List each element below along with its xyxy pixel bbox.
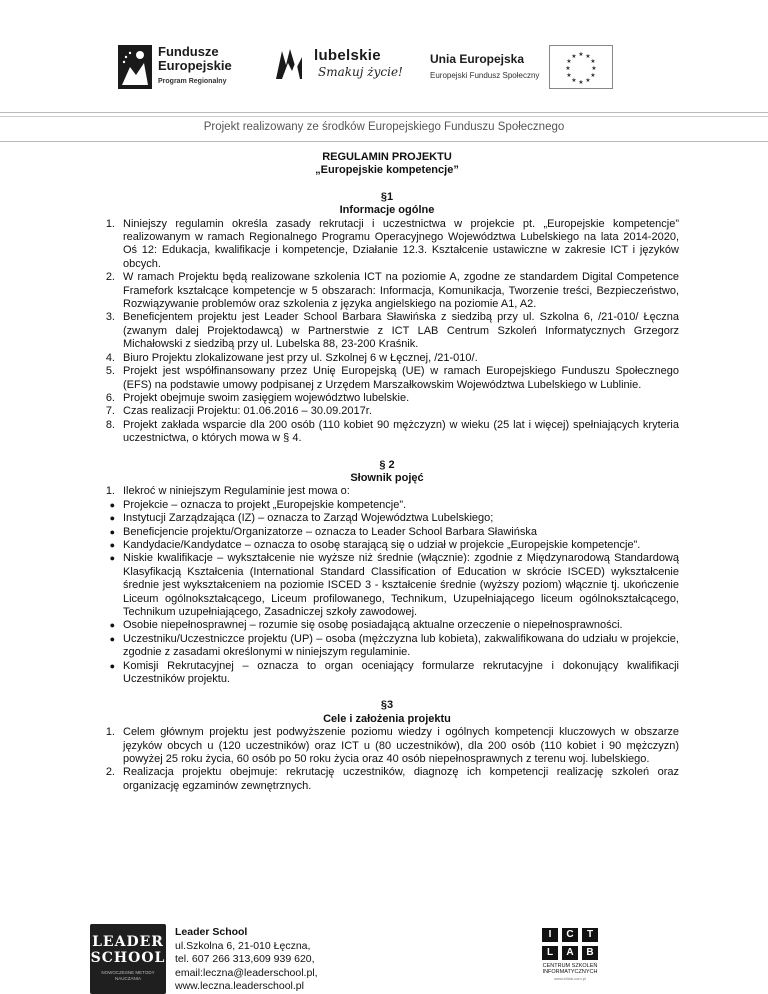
section-2-number: § 2 — [379, 458, 395, 471]
section-1-item-6: Projekt obejmuje swoim zasięgiem województwo lubelskie. — [123, 391, 410, 404]
lubelskie-logo-line2: Smakuj życie! — [318, 65, 403, 79]
contact-email[interactable]: email:leczna@leaderschool.pl, — [175, 966, 318, 979]
svg-text:★: ★ — [565, 65, 572, 72]
bullet-icon — [95, 499, 123, 512]
section-1-title: Informacje ogólne — [339, 204, 435, 217]
bullet-item — [95, 512, 679, 525]
unia-europejska-logo — [430, 45, 613, 89]
list-item: 1. Celem głównym projektu jest podwyższenie poziomu wiedzy i ogólnych kompetencji kluczowych w obszarze języków obcych u (120 uczestników) oraz ICT u (80 uczestników), dla 200 osób (110 kobiet i 90 mężczyzn) powyżej 25 roku życia, 60 osób po 50 roku życia oraz 40 osób niepełnosprawnych z terenu woj. lubelskiego. — [105, 726, 679, 766]
ict-letter: A — [562, 946, 578, 960]
lubelskie-logo-icon — [272, 45, 306, 83]
svg-text:★: ★ — [585, 77, 592, 84]
fundusze-europejskie-logo — [118, 45, 232, 89]
document-body — [95, 151, 679, 793]
section-2-bullet-5: Niskie kwalifikacje – wykształcenie nie wyższe niż średnie (włącznie): zgodnie z Międzynarodową Standardową Klasyfikacją Kształcenia (International Standard Classification of Education w skrócie ISCED) wykształcenie średnie jest wykształceniem na poziomie ISCED 3 - kształcenie średnie (wyższy poziom) włącznie tj. ukończenie Liceum ogólnokształcącego, Liceum profilowanego, Technikum, Uzupełniającego liceum ogólnokształcącego, Technikum uzupełniającego, Zasadniczej szkoły zawodowej. — [123, 552, 679, 618]
fe-logo-line3: Program Regionalny — [158, 78, 227, 85]
header-divider-2 — [0, 116, 768, 117]
section-1-number: §1 — [380, 190, 394, 203]
contact-name: Leader School — [175, 926, 248, 938]
fe-logo-icon — [118, 45, 152, 89]
contact-info — [175, 926, 318, 994]
document-subtitle: „Europejskie kompetencje” — [315, 164, 459, 177]
section-1-item-4: Biuro Projektu zlokalizowane jest przy ul. Szkolnej 6 w Łęcznej, /21-010/. — [123, 351, 478, 364]
bullet-icon — [95, 619, 123, 632]
list-item: 4. Biuro Projektu zlokalizowane jest przy ul. Szkolnej 6 w Łęcznej, /21-010/. — [95, 352, 679, 365]
list-item: 1. Niniejszy regulamin określa zasady rekrutacji i uczestnictwa w projekcie pt. „Europejskie kompetencje” realizowanym w ramach Regionalnego Programu Operacyjnego Województwa Lubelskiego na lata 2014-2020, Oś 12: Edukacja, kwalifikacje i kompetencje, Działanie 12.3. Kształcenie ustawiczne w zakresie ICT i języków obcych. — [105, 217, 679, 270]
list-item: 8. Projekt zakłada wsparcie dla 200 osób (110 kobiet 90 mężczyzn) w wieku (25 lat i więcej) spełniających kryteria uczestnictwa, o których mowa w § 4. — [105, 418, 679, 445]
ict-letter: T — [582, 928, 598, 942]
list-item: 5. Projekt jest współfinansowany przez Unię Europejską (UE) w ramach Europejskiego Funduszu Społecznego (EFS) na podstawie umowy podpisanej z Urzędem Marszałkowskim Województwa Lubelskiego w Lublinie. — [105, 365, 679, 391]
ue-logo-line2: Europejski Fundusz Społeczny — [430, 70, 540, 80]
ict-letter: I — [542, 928, 558, 942]
section-2-title: Słownik pojęć — [350, 471, 424, 484]
svg-text:★: ★ — [578, 51, 585, 58]
list-item: 6. Projekt obejmuje swoim zasięgiem województwo lubelskie. — [95, 392, 679, 405]
svg-text:★: ★ — [590, 72, 597, 79]
section-2-bullet-4: Kandydacie/Kandydatce – oznacza to osobę starającą się o udział w projekcie „Europejskie kompetencje”. — [123, 538, 641, 551]
section-2-bullet-7: Uczestniku/Uczestniczce projektu (UP) – osoba (mężczyzna lub kobieta), zakwalifikowana do udziału w projekcie, zgodnie z zasadami określonymi w niniejszym regulaminie. — [123, 632, 679, 659]
section-2-bullet-8: Komisji Rekrutacyjnej – oznacza to organ oceniający formularze rekrutacyjne i dokonujący kwalifikacji Uczestników projektu. — [123, 659, 679, 686]
section-1-item-1: Niniejszy regulamin określa zasady rekrutacji i uczestnictwa w projekcie pt. „Europejskie kompetencje” realizowanym w ramach Regionalnego Programu Operacyjnego Województwa Lubelskiego na lata 2014-2020, Oś 12: Edukacja, kwalifikacje i kompetencje, Działanie 12.3. Kształcenie ustawiczne w zakresie ICT i języków obcych. — [123, 217, 679, 270]
ue-logo-line1: Unia Europejska — [430, 51, 525, 66]
ls-logo-line3: NOWOCZESNE METODY NAUCZANIA — [101, 970, 155, 981]
contact-website[interactable]: www.leczna.leaderschool.pl — [175, 980, 304, 992]
document-title: REGULAMIN PROJEKTU — [322, 151, 452, 163]
bullet-item — [95, 499, 679, 512]
lubelskie-logo — [272, 45, 403, 83]
svg-text:★: ★ — [578, 79, 585, 86]
lubelskie-logo-line1: lubelskie — [314, 47, 381, 64]
ls-logo-line1: LEADER — [92, 934, 164, 950]
section-2-bullet-1: Projekcie – oznacza to projekt „Europejskie kompetencje”. — [123, 498, 407, 511]
ict-letter: B — [582, 946, 598, 960]
header-divider — [0, 112, 768, 113]
bullet-item — [95, 552, 679, 619]
bullet-item — [95, 633, 679, 660]
bullet-icon — [95, 633, 123, 660]
bullet-item — [95, 660, 679, 687]
page-footer — [0, 920, 768, 994]
svg-text:★: ★ — [571, 53, 578, 60]
section-1-item-2: W ramach Projektu będą realizowane szkolenia ICT na poziomie A, zgodne ze standardem Digital Competence Framefork kształcące kompetencje w 5 obszarach: Informacja, Komunikacja, Tworzenie treści, Bezpieczeństwo, Rozwiązywanie problemów oraz szkolenia z języka angielskiego na poziomie A1, A2. — [123, 271, 679, 311]
bullet-item — [95, 539, 679, 552]
section-1-item-8: Projekt zakłada wsparcie dla 200 osób (110 kobiet 90 mężczyzn) w wieku (25 lat i więcej) spełniających kryteria uczestnictwa, o których mowa w § 4. — [123, 418, 679, 445]
section-3-item-1: Celem głównym projektu jest podwyższenie poziomu wiedzy i ogólnych kompetencji kluczowych w obszarze języków obcych u (120 uczestników) oraz ICT u (80 uczestników), dla 200 osób (110 kobiet i 90 mężczyzn) powyżej 25 roku życia, 60 osób po 50 roku życia oraz 40 osób niepełnosprawnych z terenu woj. lubelskiego. — [123, 726, 679, 766]
section-2-bullet-3: Beneficjencie projektu/Organizatorze – oznacza to Leader School Barbara Sławińska — [123, 525, 537, 538]
section-1-item-7: Czas realizacji Projektu: 01.06.2016 – 30.09.2017r. — [123, 405, 372, 418]
fe-logo-line2: Europejskie — [158, 58, 232, 73]
contact-address: ul.Szkolna 6, 21-010 Łęczna, — [175, 939, 311, 952]
leader-school-logo — [90, 924, 166, 994]
ict-letter: C — [562, 928, 578, 942]
section-2-intro: Ilekroć w niniejszym Regulaminie jest mowa o: — [123, 485, 350, 498]
fe-logo-line1: Fundusze — [158, 44, 219, 59]
ict-lab-logo — [528, 928, 612, 992]
bullet-icon — [95, 660, 123, 687]
list-item: 1. Ilekroć w niniejszym Regulaminie jest mowa o: — [95, 485, 679, 498]
list-item: 7. Czas realizacji Projektu: 01.06.2016 – 30.09.2017r. — [95, 405, 679, 418]
ict-website: www.ictlab.com.pl — [554, 976, 586, 981]
section-2-bullet-6: Osobie niepełnosprawnej – rozumie się osobę posiadającą aktualne orzeczenie o niepełnosprawności. — [123, 619, 623, 632]
section-2-bullet-2: Instytucji Zarządzająca (IZ) – oznacza to Zarząd Województwa Lubelskiego; — [123, 512, 494, 525]
list-item: 2. Realizacja projektu obejmuje: rekrutację uczestników, diagnozę ich kompetencji realizację szkoleń oraz organizację egzaminów zewnętrznych. — [105, 766, 679, 792]
bullet-icon — [95, 512, 123, 525]
ict-letter: L — [542, 946, 558, 960]
bullet-icon — [95, 539, 123, 552]
ict-caption: CENTRUM SZKOLEŃ INFORMATYCZNYCH — [542, 963, 598, 975]
bullet-item — [95, 619, 679, 632]
svg-text:★: ★ — [585, 53, 592, 60]
svg-text:★: ★ — [566, 72, 573, 79]
svg-text:★: ★ — [571, 77, 578, 84]
eu-flag-icon — [549, 45, 613, 89]
project-funding-note: Projekt realizowany ze środków Europejskiego Funduszu Społecznego — [203, 121, 565, 133]
section-1-item-5: Projekt jest współfinansowany przez Unię Europejską (UE) w ramach Europejskiego Funduszu Społecznego (EFS) na podstawie umowy podpisanej z Urzędem Marszałkowskim Województwa Lubelskiego w Lublinie. — [123, 365, 679, 391]
section-3-title: Cele i założenia projektu — [323, 712, 451, 725]
section-1-item-3: Beneficjentem projektu jest Leader School Barbara Sławińska z siedzibą przy ul. Szkolna 6, /21-010/ Łęczna (zwanym dalej Projektodawcą) w Partnerstwie z ICT LAB Centrum Szkoleń Informatycznych Grzegorz Michałowski z siedzibą przy ul. Lubelska 88, 23-200 Kraśnik. — [123, 311, 679, 351]
svg-text:★: ★ — [590, 58, 597, 65]
section-3-number: §3 — [380, 699, 394, 712]
contact-phone: tel. 607 266 313,609 939 620, — [175, 953, 315, 965]
section-3-item-2: Realizacja projektu obejmuje: rekrutację uczestników, diagnozę ich kompetencji realizację szkoleń oraz organizację egzaminów zewnętrznych. — [123, 766, 679, 792]
page-header — [0, 0, 768, 112]
list-item: 3. Beneficjentem projektu jest Leader School Barbara Sławińska z siedzibą przy ul. Szkolna 6, /21-010/ Łęczna (zwanym dalej Projektodawcą) w Partnerstwie z ICT LAB Centrum Szkoleń Informatycznych Grzegorz Michałowski z siedzibą przy ul. Lubelska 88, 23-200 Kraśnik. — [105, 311, 679, 351]
bullet-item — [95, 526, 679, 539]
note-divider — [0, 141, 768, 142]
svg-text:★: ★ — [566, 58, 573, 65]
bullet-icon — [95, 552, 123, 619]
svg-text:★: ★ — [591, 65, 598, 72]
list-item: 2. W ramach Projektu będą realizowane szkolenia ICT na poziomie A, zgodne ze standardem Digital Competence Framefork kształcące kompetencje w 5 obszarach: Informacja, Komunikacja, Tworzenie treści, Bezpieczeństwo, Rozwiązywanie problemów oraz szkolenia z języka angielskiego na poziomie A1, A2. — [105, 271, 679, 311]
ls-logo-line2: SCHOOL — [90, 950, 166, 966]
bullet-icon — [95, 526, 123, 539]
